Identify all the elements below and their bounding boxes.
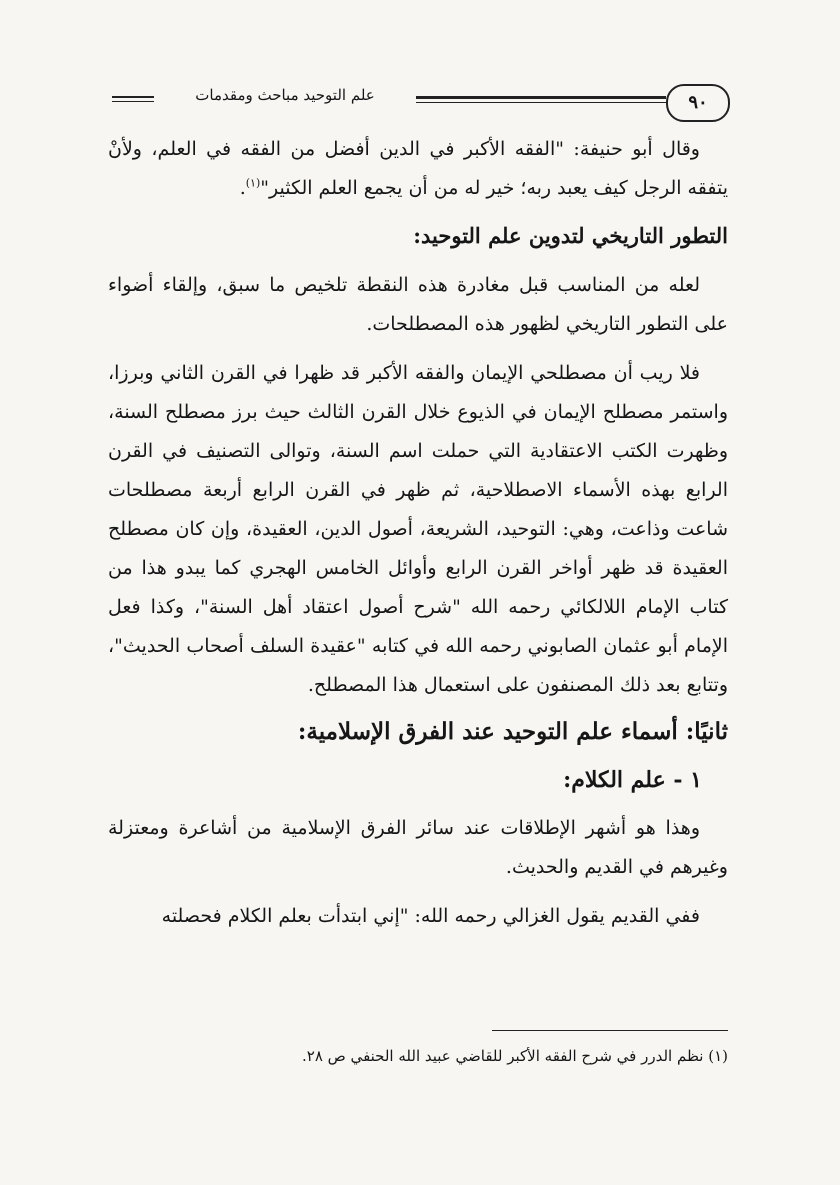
paragraph-summary: لعله من المناسب قبل مغادرة هذه النقطة تلخيص ما سبق، وإلقاء أضواء على التطور التاريخي لظهور هذه المصطلحات.: [108, 274, 728, 335]
section-heading-history: التطور التاريخي لتدوين علم التوحيد:: [413, 223, 728, 248]
header-rule-long: [416, 96, 666, 103]
page-number: ٩٠: [666, 84, 730, 122]
heading-rest: : أسماء علم التوحيد عند الفرق الإسلامية:: [297, 718, 695, 745]
quote-end: .: [239, 177, 246, 199]
header-rule-short: [112, 96, 154, 102]
paragraph-abu-hanifa-quote: [108, 130, 728, 208]
paragraph-kalam: وهذا هو أشهر الإطلاقات عند سائر الفرق الإسلامية من أشاعرة ومعتزلة وغيرهم في القديم والحديث.: [108, 817, 728, 878]
running-title: علم التوحيد مباحث ومقدمات: [195, 86, 375, 104]
subheading-kalam: ١ - علم الكلام:: [563, 767, 702, 793]
page-header: [112, 84, 730, 124]
paragraph-history: فلا ريب أن مصطلحي الإيمان والفقه الأكبر قد ظهرا في القرن الثاني وبرزا، واستمر مصطلح الإيمان في الذيوع خلال القرن الثالث حيث برز مصطلح السنة، وظهرت الكتب الاعتقادية التي حملت اسم السنة، وتوالى التصنيف في القرن الرابع بهذه الأسماء الاصطلاحية، ثم ظهر في القرن الرابع أربعة مصطلحات شاعت وذاعت، وهي: التوحيد، الشريعة، أصول الدين، العقيدة، وإن كان مصطلح العقيدة قد ظهر أواخر القرن الرابع وأوائل الخامس الهجري كما يبدو هذا من كتاب الإمام اللالكائي رحمه الله "شرح أصول اعتقاد أهل السنة"، وكذا فعل الإمام أبو عثمان الصابوني رحمه الله في كتابه "عقيدة السلف أصحاب الحديث"، وتتابع بعد ذلك المصنفون على استعمال هذا المصطلح.: [108, 362, 728, 696]
footnote-rule: [492, 1030, 728, 1031]
quote-text: وقال أبو حنيفة: "الفقه الأكبر في الدين أفضل من الفقه في العلم، ولأنْ يتفقه الرجل كيف يعبد ربه؛ خير له من أن يجمع العلم الكثير": [108, 138, 728, 199]
footnote-ref[interactable]: (١): [245, 176, 261, 190]
section-heading-names: [108, 711, 728, 753]
page-body: [108, 130, 728, 936]
heading-lead: ثانيًا: [694, 718, 728, 745]
paragraph-ghazali: ففي القديم يقول الغزالي رحمه الله: "إني ابتدأت بعلم الكلام فحصلته: [161, 905, 700, 927]
footnote: (١) نظم الدرر في شرح الفقه الأكبر للقاضي عبيد الله الحنفي ص ٢٨.: [301, 1047, 728, 1065]
